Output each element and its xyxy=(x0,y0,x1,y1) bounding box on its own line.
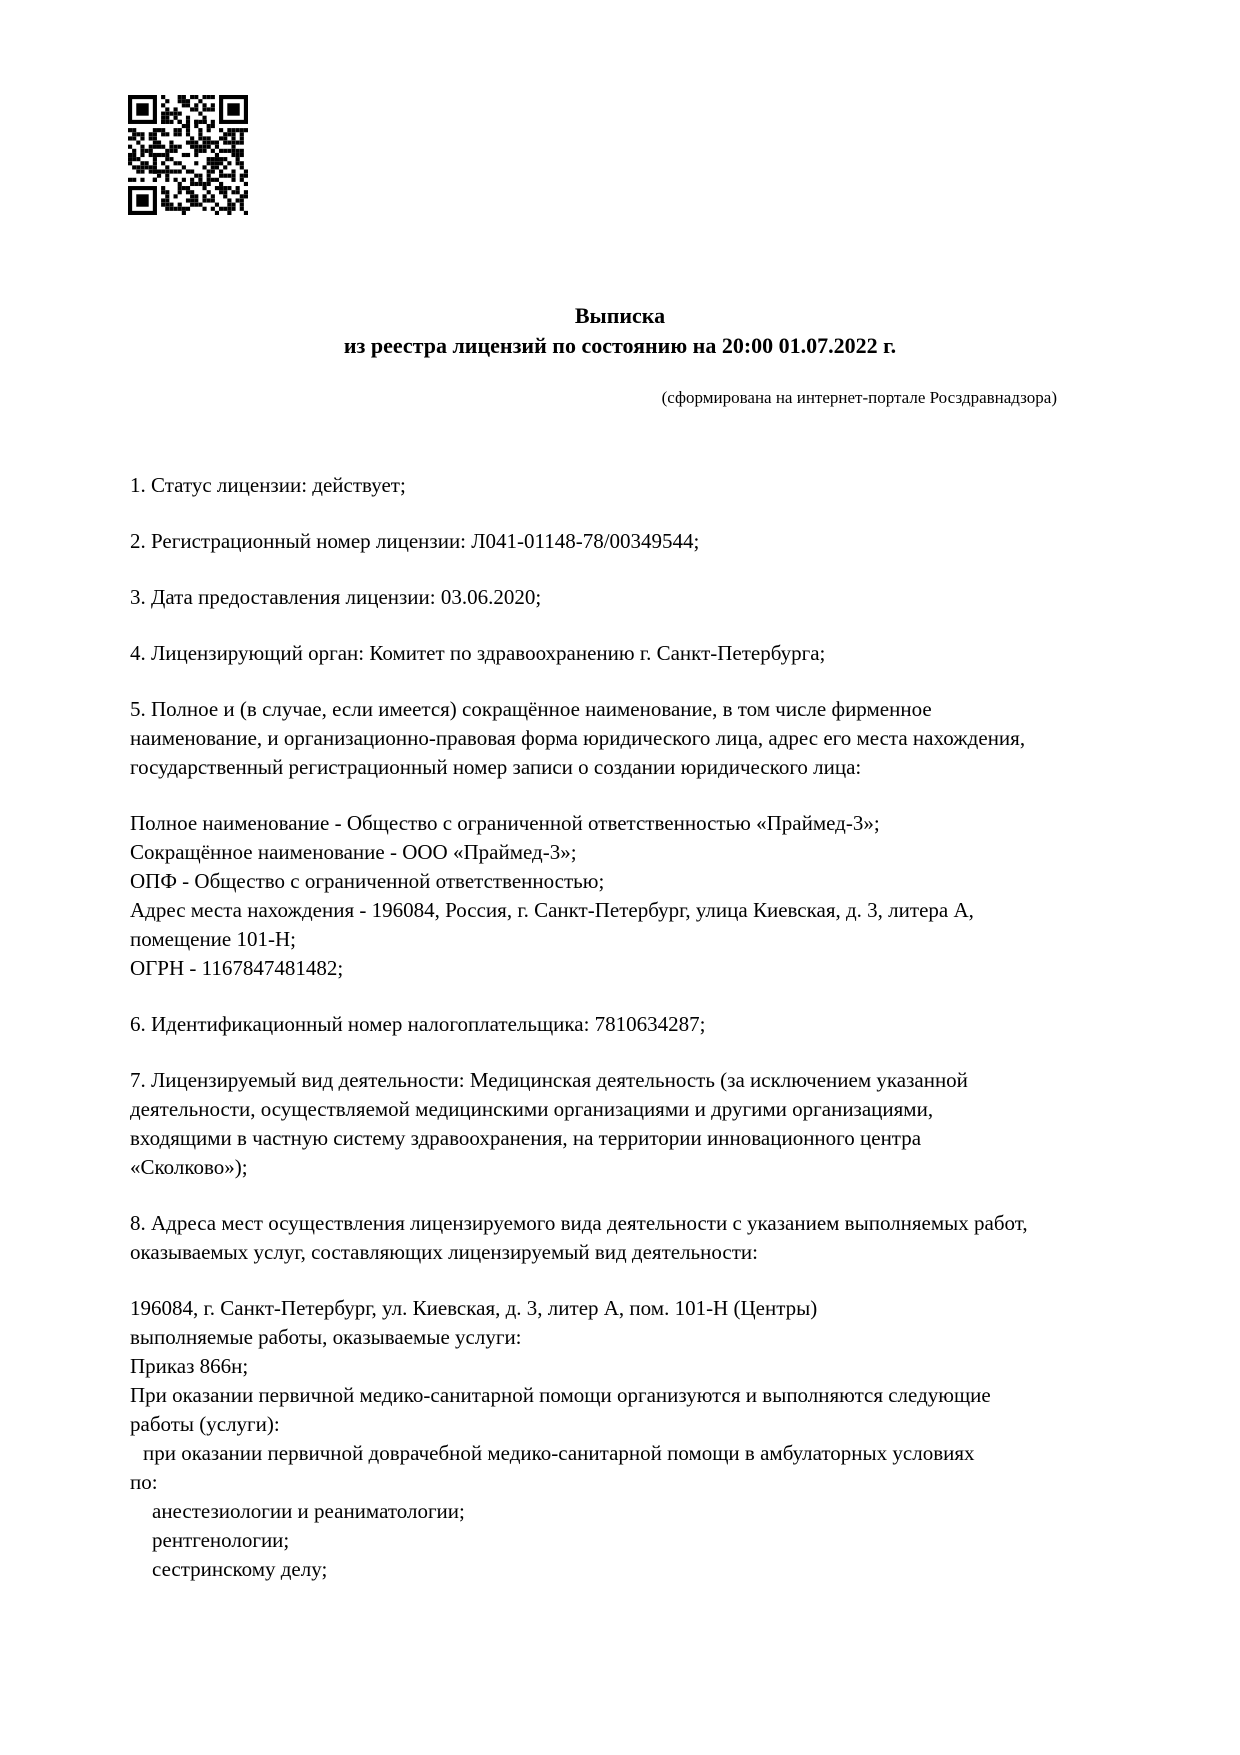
service-nursing: сестринскому делу; xyxy=(152,1557,328,1581)
qr-code xyxy=(128,95,248,215)
site-address: 196084, г. Санкт-Петербург, ул. Киевская, д. 3, литер А, пом. 101-Н (Центры) xyxy=(130,1296,818,1320)
work-site-block xyxy=(130,1294,1035,1584)
pre-doctor-care-continuation: по: xyxy=(130,1470,158,1494)
names-intro: 5. Полное и (в случае, если имеется) сокращённое наименование, в том числе фирменное наименование, и организационно-правовая форма юридического лица, адрес его места нахождения, государственный регистрационный номер записи о создании юридического лица: xyxy=(130,697,1026,779)
grant-date: 3. Дата предоставления лицензии: 03.06.2020; xyxy=(130,585,542,609)
registration-number: 2. Регистрационный номер лицензии: Л041-01148-78/00349544; xyxy=(130,529,700,553)
works-label: выполняемые работы, оказываемые услуги: xyxy=(130,1325,522,1349)
document-title xyxy=(0,301,1240,361)
primary-care-intro: При оказании первичной медико-санитарной помощи организуются и выполняются следующие работы (услуги): xyxy=(130,1383,991,1436)
organization-block xyxy=(130,809,1035,983)
licensed-activity: 7. Лицензируемый вид деятельности: Медицинская деятельность (за исключением указанной деятельности, осуществляемой медицинскими организациями и другими организациями, входящими в частную систему здравоохранения, на территории инновационного центра «Сколково»); xyxy=(130,1068,968,1179)
licensing-authority: 4. Лицензирующий орган: Комитет по здравоохранению г. Санкт-Петербурга; xyxy=(130,641,826,665)
service-anesthesiology: анестезиологии и реаниматологии; xyxy=(152,1499,465,1523)
license-status: 1. Статус лицензии: действует; xyxy=(130,473,406,497)
title-line-1: Выписка xyxy=(574,303,666,328)
org-ogrn: ОГРН - 1167847481482; xyxy=(130,956,344,980)
taxpayer-inn: 6. Идентификационный номер налогоплательщика: 7810634287; xyxy=(130,1012,706,1036)
pre-doctor-care-line: при оказании первичной доврачебной медико-санитарной помощи в амбулаторных условиях xyxy=(143,1441,975,1465)
org-full-name: Полное наименование - Общество с ограниченной ответственностью «Праймед-3»; xyxy=(130,811,880,835)
title-line-2: из реестра лицензий по состоянию на 20:00 01.07.2022 г. xyxy=(343,333,897,358)
document-body xyxy=(0,471,1035,1584)
org-address: Адрес места нахождения - 196084, Россия, г. Санкт-Петербург, улица Киевская, д. 3, литера А, помещение 101-Н; xyxy=(130,898,974,951)
org-short-name: Сокращённое наименование - ООО «Праймед-3»; xyxy=(130,840,577,864)
order-reference: Приказ 866н; xyxy=(130,1354,249,1378)
org-legal-form: ОПФ - Общество с ограниченной ответственностью; xyxy=(130,869,605,893)
source-note: (сформирована на интернет-портале Росздравнадзора) xyxy=(661,388,1057,407)
addresses-intro: 8. Адреса мест осуществления лицензируемого вида деятельности с указанием выполняемых работ, оказываемых услуг, составляющих лицензируемый вид деятельности: xyxy=(130,1211,1028,1264)
service-radiology: рентгенологии; xyxy=(152,1528,290,1552)
